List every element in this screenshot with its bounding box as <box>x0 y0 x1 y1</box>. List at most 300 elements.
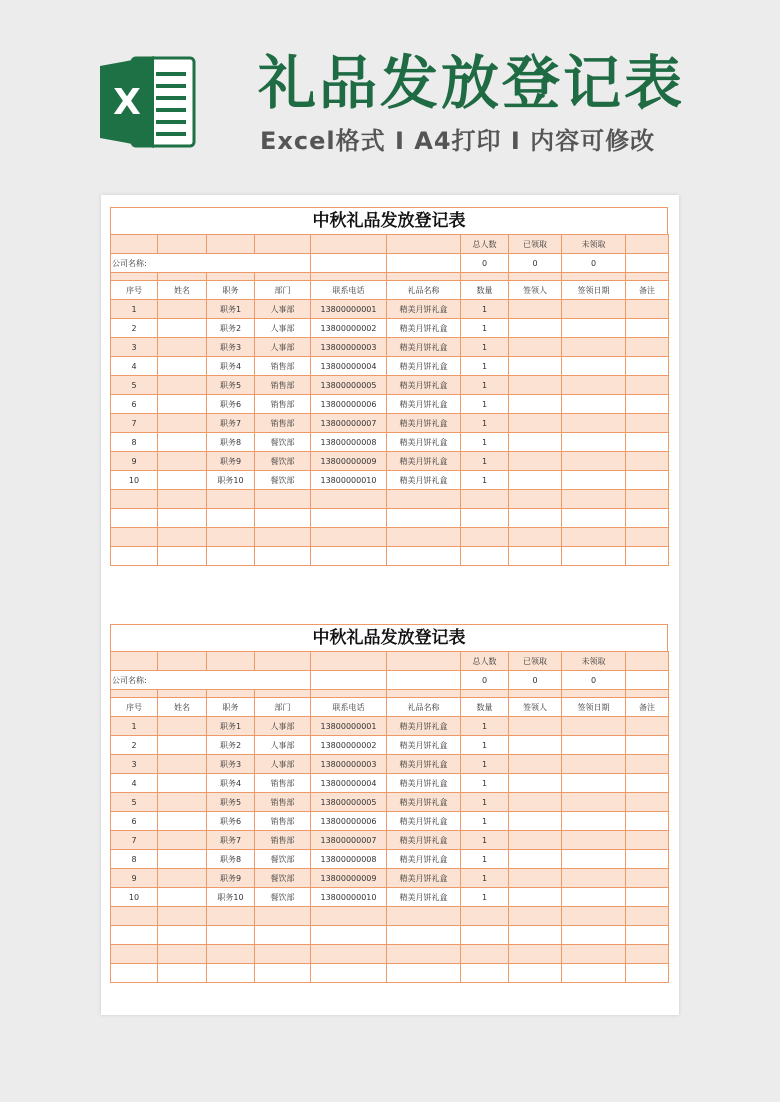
table-cell[interactable]: 13800000006 <box>311 812 387 831</box>
table-cell[interactable]: 1 <box>461 774 509 793</box>
blank-cell[interactable] <box>461 690 509 698</box>
table-cell[interactable]: 4 <box>111 774 158 793</box>
table-cell[interactable] <box>562 907 626 926</box>
table-cell[interactable] <box>311 964 387 983</box>
table-cell[interactable]: 1 <box>461 869 509 888</box>
table-cell[interactable] <box>158 812 207 831</box>
table-cell[interactable] <box>509 793 562 812</box>
table-cell[interactable]: 职务6 <box>207 395 255 414</box>
table-cell[interactable] <box>255 907 311 926</box>
blank-cell[interactable] <box>626 652 669 671</box>
blank-cell[interactable] <box>255 235 311 254</box>
table-cell[interactable]: 精美月饼礼盒 <box>387 319 461 338</box>
table-cell[interactable] <box>562 547 626 566</box>
table-cell[interactable] <box>626 964 669 983</box>
blank-cell[interactable] <box>255 652 311 671</box>
table-cell[interactable]: 销售部 <box>255 376 311 395</box>
table-cell[interactable] <box>111 907 158 926</box>
table-cell[interactable]: 1 <box>461 471 509 490</box>
table-cell[interactable]: 13800000004 <box>311 357 387 376</box>
table-cell[interactable]: 13800000010 <box>311 888 387 907</box>
table-cell[interactable]: 13800000006 <box>311 395 387 414</box>
table-cell[interactable] <box>626 736 669 755</box>
table-cell[interactable] <box>111 964 158 983</box>
table-cell[interactable] <box>158 755 207 774</box>
table-cell[interactable]: 餐饮部 <box>255 471 311 490</box>
table-cell[interactable] <box>311 907 387 926</box>
table-cell[interactable] <box>158 888 207 907</box>
table-cell[interactable] <box>509 376 562 395</box>
table-cell[interactable]: 餐饮部 <box>255 452 311 471</box>
table-cell[interactable]: 8 <box>111 850 158 869</box>
table-cell[interactable]: 职务7 <box>207 414 255 433</box>
table-cell[interactable] <box>158 907 207 926</box>
table-cell[interactable]: 餐饮部 <box>255 888 311 907</box>
table-cell[interactable] <box>509 755 562 774</box>
table-cell[interactable] <box>562 414 626 433</box>
table-cell[interactable]: 13800000008 <box>311 433 387 452</box>
table-cell[interactable] <box>158 850 207 869</box>
table-cell[interactable] <box>562 300 626 319</box>
table-cell[interactable]: 13800000005 <box>311 793 387 812</box>
table-cell[interactable] <box>158 774 207 793</box>
table-cell[interactable]: 职务1 <box>207 717 255 736</box>
blank-cell[interactable] <box>626 690 669 698</box>
table-cell[interactable] <box>207 926 255 945</box>
table-cell[interactable]: 精美月饼礼盒 <box>387 338 461 357</box>
table-cell[interactable] <box>207 509 255 528</box>
table-cell[interactable] <box>562 964 626 983</box>
table-cell[interactable] <box>626 907 669 926</box>
table-cell[interactable] <box>562 774 626 793</box>
table-cell[interactable]: 销售部 <box>255 357 311 376</box>
table-cell[interactable] <box>509 888 562 907</box>
table-cell[interactable]: 1 <box>461 300 509 319</box>
table-cell[interactable]: 精美月饼礼盒 <box>387 831 461 850</box>
table-cell[interactable]: 职务4 <box>207 357 255 376</box>
table-cell[interactable] <box>509 831 562 850</box>
table-cell[interactable]: 13800000003 <box>311 338 387 357</box>
blank-cell[interactable] <box>207 273 255 281</box>
table-cell[interactable] <box>509 547 562 566</box>
table-cell[interactable] <box>626 774 669 793</box>
table-cell[interactable] <box>626 850 669 869</box>
table-cell[interactable] <box>158 736 207 755</box>
table-cell[interactable] <box>255 926 311 945</box>
table-cell[interactable]: 精美月饼礼盒 <box>387 869 461 888</box>
table-cell[interactable] <box>626 471 669 490</box>
table-cell[interactable]: 2 <box>111 736 158 755</box>
table-cell[interactable]: 13800000008 <box>311 850 387 869</box>
blank-cell[interactable] <box>111 690 158 698</box>
table-cell[interactable]: 1 <box>461 414 509 433</box>
table-cell[interactable] <box>509 471 562 490</box>
table-cell[interactable] <box>509 395 562 414</box>
table-cell[interactable] <box>158 471 207 490</box>
table-cell[interactable]: 销售部 <box>255 812 311 831</box>
blank-cell[interactable] <box>626 671 669 690</box>
table-cell[interactable] <box>207 945 255 964</box>
table-cell[interactable] <box>562 793 626 812</box>
table-cell[interactable] <box>562 755 626 774</box>
table-cell[interactable]: 精美月饼礼盒 <box>387 376 461 395</box>
total-count-label[interactable]: 总人数 <box>461 652 509 671</box>
table-cell[interactable] <box>387 926 461 945</box>
table-cell[interactable]: 8 <box>111 433 158 452</box>
total-count-value[interactable]: 0 <box>461 671 509 690</box>
table-cell[interactable] <box>158 831 207 850</box>
table-cell[interactable]: 1 <box>461 433 509 452</box>
blank-cell[interactable] <box>387 273 461 281</box>
table-cell[interactable]: 职务6 <box>207 812 255 831</box>
table-cell[interactable] <box>626 452 669 471</box>
table-cell[interactable]: 职务3 <box>207 755 255 774</box>
table-cell[interactable] <box>509 850 562 869</box>
blank-cell[interactable] <box>626 273 669 281</box>
table-cell[interactable]: 13800000009 <box>311 452 387 471</box>
table-cell[interactable]: 10 <box>111 471 158 490</box>
table-cell[interactable] <box>509 319 562 338</box>
table-cell[interactable] <box>158 357 207 376</box>
table-cell[interactable] <box>158 338 207 357</box>
blank-cell[interactable] <box>207 235 255 254</box>
table-cell[interactable]: 职务10 <box>207 888 255 907</box>
received-count-label[interactable]: 已领取 <box>509 652 562 671</box>
table-cell[interactable] <box>626 926 669 945</box>
blank-cell[interactable] <box>626 235 669 254</box>
table-cell[interactable]: 13800000007 <box>311 414 387 433</box>
table-cell[interactable]: 精美月饼礼盒 <box>387 888 461 907</box>
table-cell[interactable]: 13800000002 <box>311 319 387 338</box>
table-cell[interactable] <box>562 319 626 338</box>
table-cell[interactable] <box>158 433 207 452</box>
table-cell[interactable]: 10 <box>111 888 158 907</box>
table-cell[interactable] <box>626 509 669 528</box>
table-cell[interactable] <box>255 547 311 566</box>
table-cell[interactable]: 2 <box>111 319 158 338</box>
table-cell[interactable] <box>111 528 158 547</box>
table-cell[interactable] <box>626 338 669 357</box>
table-cell[interactable]: 职务1 <box>207 300 255 319</box>
table-cell[interactable]: 精美月饼礼盒 <box>387 471 461 490</box>
table-cell[interactable]: 销售部 <box>255 414 311 433</box>
blank-cell[interactable] <box>158 273 207 281</box>
blank-cell[interactable] <box>207 652 255 671</box>
table-cell[interactable] <box>255 490 311 509</box>
table-cell[interactable]: 1 <box>461 850 509 869</box>
table-cell[interactable] <box>255 509 311 528</box>
company-name-cell[interactable]: 公司名称: <box>111 254 311 273</box>
table-cell[interactable] <box>111 509 158 528</box>
table-cell[interactable] <box>158 395 207 414</box>
table-cell[interactable] <box>626 300 669 319</box>
table-cell[interactable] <box>562 452 626 471</box>
table-cell[interactable]: 1 <box>111 717 158 736</box>
table-cell[interactable]: 13800000003 <box>311 755 387 774</box>
table-cell[interactable]: 职务8 <box>207 433 255 452</box>
table-cell[interactable]: 9 <box>111 452 158 471</box>
table-cell[interactable]: 餐饮部 <box>255 850 311 869</box>
table-cell[interactable]: 13800000009 <box>311 869 387 888</box>
table-cell[interactable]: 1 <box>461 812 509 831</box>
table-cell[interactable] <box>311 945 387 964</box>
blank-cell[interactable] <box>311 652 387 671</box>
table-cell[interactable] <box>626 755 669 774</box>
table-cell[interactable]: 1 <box>111 300 158 319</box>
table-cell[interactable] <box>461 907 509 926</box>
table-cell[interactable] <box>387 490 461 509</box>
table-cell[interactable]: 职务2 <box>207 319 255 338</box>
table-cell[interactable] <box>158 547 207 566</box>
table-cell[interactable]: 职务5 <box>207 793 255 812</box>
table-cell[interactable]: 1 <box>461 452 509 471</box>
table-cell[interactable]: 5 <box>111 793 158 812</box>
table-cell[interactable] <box>158 414 207 433</box>
table-cell[interactable] <box>562 338 626 357</box>
blank-cell[interactable] <box>387 671 461 690</box>
table-cell[interactable] <box>207 528 255 547</box>
table-cell[interactable] <box>509 433 562 452</box>
table-cell[interactable]: 餐饮部 <box>255 433 311 452</box>
blank-cell[interactable] <box>158 652 207 671</box>
table-cell[interactable] <box>387 945 461 964</box>
table-cell[interactable] <box>461 945 509 964</box>
table-cell[interactable]: 13800000004 <box>311 774 387 793</box>
table-cell[interactable]: 13800000001 <box>311 717 387 736</box>
table-cell[interactable]: 职务8 <box>207 850 255 869</box>
table-cell[interactable] <box>158 528 207 547</box>
table-cell[interactable]: 1 <box>461 338 509 357</box>
total-count-label[interactable]: 总人数 <box>461 235 509 254</box>
table-cell[interactable] <box>626 812 669 831</box>
table-cell[interactable]: 职务2 <box>207 736 255 755</box>
table-cell[interactable] <box>387 547 461 566</box>
table-cell[interactable] <box>562 376 626 395</box>
table-cell[interactable] <box>461 528 509 547</box>
table-cell[interactable] <box>461 490 509 509</box>
table-cell[interactable]: 精美月饼礼盒 <box>387 717 461 736</box>
blank-cell[interactable] <box>158 235 207 254</box>
table-cell[interactable] <box>509 300 562 319</box>
table-cell[interactable] <box>387 509 461 528</box>
blank-cell[interactable] <box>111 235 158 254</box>
table-cell[interactable] <box>311 926 387 945</box>
table-cell[interactable]: 销售部 <box>255 395 311 414</box>
table-cell[interactable]: 职务10 <box>207 471 255 490</box>
table-cell[interactable]: 销售部 <box>255 774 311 793</box>
blank-cell[interactable] <box>562 690 626 698</box>
table-cell[interactable] <box>461 547 509 566</box>
table-cell[interactable] <box>311 547 387 566</box>
blank-cell[interactable] <box>255 690 311 698</box>
table-cell[interactable]: 13800000001 <box>311 300 387 319</box>
blank-cell[interactable] <box>461 273 509 281</box>
unreceived-count-value[interactable]: 0 <box>562 671 626 690</box>
table-cell[interactable] <box>158 490 207 509</box>
blank-cell[interactable] <box>207 690 255 698</box>
table-cell[interactable] <box>509 509 562 528</box>
table-cell[interactable]: 精美月饼礼盒 <box>387 736 461 755</box>
table-cell[interactable] <box>158 452 207 471</box>
table-cell[interactable]: 职务3 <box>207 338 255 357</box>
table-cell[interactable]: 精美月饼礼盒 <box>387 452 461 471</box>
table-cell[interactable] <box>626 319 669 338</box>
table-cell[interactable] <box>626 793 669 812</box>
table-cell[interactable]: 职务7 <box>207 831 255 850</box>
table-cell[interactable] <box>509 490 562 509</box>
table-cell[interactable] <box>255 945 311 964</box>
table-cell[interactable]: 精美月饼礼盒 <box>387 357 461 376</box>
table-cell[interactable]: 1 <box>461 395 509 414</box>
table-cell[interactable]: 精美月饼礼盒 <box>387 812 461 831</box>
blank-cell[interactable] <box>562 273 626 281</box>
blank-cell[interactable] <box>387 254 461 273</box>
table-cell[interactable] <box>626 414 669 433</box>
table-cell[interactable] <box>509 869 562 888</box>
table-cell[interactable] <box>311 490 387 509</box>
table-cell[interactable]: 人事部 <box>255 736 311 755</box>
table-cell[interactable] <box>111 926 158 945</box>
table-cell[interactable] <box>562 471 626 490</box>
company-name-cell[interactable]: 公司名称: <box>111 671 311 690</box>
table-cell[interactable] <box>626 717 669 736</box>
blank-cell[interactable] <box>311 254 387 273</box>
table-cell[interactable]: 职务5 <box>207 376 255 395</box>
blank-cell[interactable] <box>387 652 461 671</box>
blank-cell[interactable] <box>255 273 311 281</box>
table-cell[interactable]: 1 <box>461 831 509 850</box>
table-cell[interactable]: 1 <box>461 888 509 907</box>
table-cell[interactable]: 人事部 <box>255 717 311 736</box>
table-cell[interactable] <box>562 812 626 831</box>
table-cell[interactable]: 人事部 <box>255 319 311 338</box>
table-cell[interactable]: 销售部 <box>255 831 311 850</box>
table-cell[interactable]: 精美月饼礼盒 <box>387 793 461 812</box>
table-cell[interactable] <box>111 490 158 509</box>
table-cell[interactable]: 1 <box>461 755 509 774</box>
table-cell[interactable] <box>626 888 669 907</box>
table-cell[interactable] <box>207 547 255 566</box>
table-cell[interactable] <box>562 528 626 547</box>
table-cell[interactable] <box>626 945 669 964</box>
table-cell[interactable]: 3 <box>111 338 158 357</box>
blank-cell[interactable] <box>311 671 387 690</box>
table-cell[interactable] <box>562 869 626 888</box>
table-cell[interactable] <box>207 490 255 509</box>
blank-cell[interactable] <box>626 254 669 273</box>
table-cell[interactable] <box>509 338 562 357</box>
blank-cell[interactable] <box>311 235 387 254</box>
table-cell[interactable] <box>509 736 562 755</box>
table-cell[interactable] <box>111 547 158 566</box>
table-cell[interactable]: 职务9 <box>207 869 255 888</box>
table-cell[interactable] <box>626 490 669 509</box>
table-cell[interactable]: 1 <box>461 736 509 755</box>
table-cell[interactable]: 精美月饼礼盒 <box>387 395 461 414</box>
table-cell[interactable]: 精美月饼礼盒 <box>387 774 461 793</box>
table-cell[interactable]: 人事部 <box>255 300 311 319</box>
table-cell[interactable] <box>158 869 207 888</box>
table-cell[interactable]: 5 <box>111 376 158 395</box>
table-cell[interactable] <box>255 528 311 547</box>
table-cell[interactable] <box>311 528 387 547</box>
received-count-value[interactable]: 0 <box>509 671 562 690</box>
received-count-label[interactable]: 已领取 <box>509 235 562 254</box>
table-cell[interactable]: 13800000010 <box>311 471 387 490</box>
table-cell[interactable] <box>158 926 207 945</box>
table-cell[interactable] <box>626 831 669 850</box>
table-cell[interactable]: 9 <box>111 869 158 888</box>
table-cell[interactable]: 精美月饼礼盒 <box>387 850 461 869</box>
blank-cell[interactable] <box>111 273 158 281</box>
table-cell[interactable] <box>562 926 626 945</box>
table-cell[interactable]: 1 <box>461 376 509 395</box>
table-cell[interactable] <box>562 433 626 452</box>
table-cell[interactable]: 销售部 <box>255 793 311 812</box>
table-cell[interactable] <box>509 528 562 547</box>
table-cell[interactable]: 职务9 <box>207 452 255 471</box>
table-cell[interactable] <box>387 528 461 547</box>
table-cell[interactable] <box>207 964 255 983</box>
table-cell[interactable] <box>461 964 509 983</box>
table-cell[interactable]: 精美月饼礼盒 <box>387 300 461 319</box>
table-cell[interactable] <box>509 717 562 736</box>
table-cell[interactable]: 精美月饼礼盒 <box>387 433 461 452</box>
received-count-value[interactable]: 0 <box>509 254 562 273</box>
table-cell[interactable] <box>626 547 669 566</box>
table-cell[interactable]: 精美月饼礼盒 <box>387 414 461 433</box>
table-cell[interactable] <box>626 395 669 414</box>
table-cell[interactable] <box>509 414 562 433</box>
table-cell[interactable]: 6 <box>111 812 158 831</box>
unreceived-count-label[interactable]: 未领取 <box>562 235 626 254</box>
table-cell[interactable]: 精美月饼礼盒 <box>387 755 461 774</box>
table-cell[interactable] <box>158 964 207 983</box>
table-cell[interactable]: 1 <box>461 717 509 736</box>
table-cell[interactable] <box>158 945 207 964</box>
table-cell[interactable]: 7 <box>111 414 158 433</box>
table-cell[interactable]: 7 <box>111 831 158 850</box>
table-cell[interactable]: 13800000002 <box>311 736 387 755</box>
table-cell[interactable]: 6 <box>111 395 158 414</box>
table-cell[interactable] <box>562 395 626 414</box>
table-cell[interactable] <box>158 509 207 528</box>
table-cell[interactable] <box>509 964 562 983</box>
table-cell[interactable] <box>311 509 387 528</box>
table-cell[interactable] <box>626 433 669 452</box>
table-cell[interactable] <box>255 964 311 983</box>
table-cell[interactable] <box>111 945 158 964</box>
blank-cell[interactable] <box>387 690 461 698</box>
table-cell[interactable]: 13800000007 <box>311 831 387 850</box>
total-count-value[interactable]: 0 <box>461 254 509 273</box>
table-cell[interactable] <box>509 926 562 945</box>
table-cell[interactable]: 职务4 <box>207 774 255 793</box>
blank-cell[interactable] <box>311 273 387 281</box>
table-cell[interactable]: 3 <box>111 755 158 774</box>
table-cell[interactable]: 1 <box>461 319 509 338</box>
table-cell[interactable] <box>626 528 669 547</box>
table-cell[interactable] <box>461 509 509 528</box>
table-cell[interactable] <box>562 490 626 509</box>
unreceived-count-label[interactable]: 未领取 <box>562 652 626 671</box>
blank-cell[interactable] <box>311 690 387 698</box>
table-cell[interactable] <box>626 357 669 376</box>
table-cell[interactable]: 1 <box>461 793 509 812</box>
table-cell[interactable]: 人事部 <box>255 338 311 357</box>
table-cell[interactable]: 1 <box>461 357 509 376</box>
table-cell[interactable] <box>562 831 626 850</box>
